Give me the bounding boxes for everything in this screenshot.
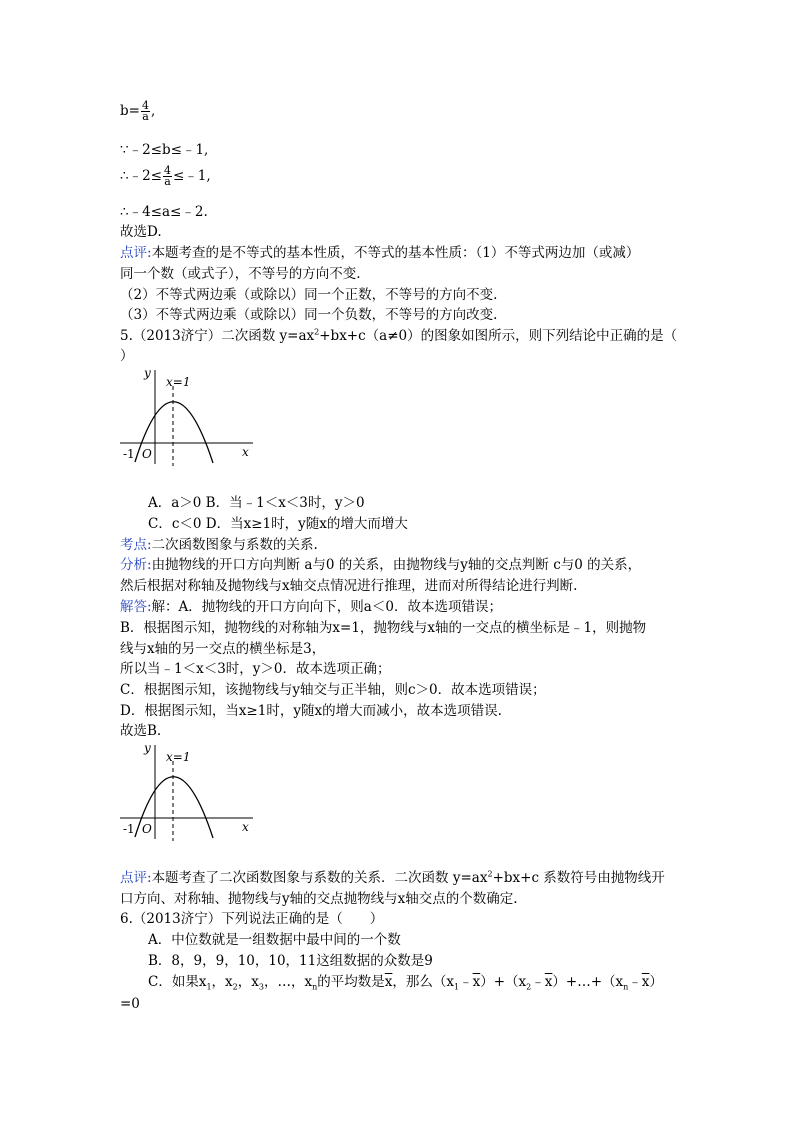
seg: 的平均数是	[317, 974, 385, 990]
therefore-line-1	[120, 166, 211, 187]
y-label: y	[144, 741, 151, 755]
q5-stem-prefix: 5.（2013济宁）二次函数 y=ax	[120, 328, 315, 344]
q6-option-a: A．中位数就是一组数据中最中间的一个数	[148, 932, 401, 948]
origin-label: O	[142, 447, 152, 461]
seg: ）+（x	[480, 974, 527, 990]
therefore1-prefix: ∴﹣2≤	[120, 168, 162, 184]
seg: ，x	[211, 974, 233, 990]
seg: ﹣	[459, 974, 473, 990]
q5-options-ab: A．a＞0 B．当﹣1＜x＜3时，y＞0	[148, 495, 365, 511]
b-eq-prefix: b=	[120, 103, 140, 119]
review1-line1	[120, 244, 639, 262]
seg: ，x	[237, 974, 259, 990]
neg-one-label: -1	[123, 822, 135, 836]
x-bar: $\overline{x}$	[641, 974, 650, 990]
seg: ，…，x	[263, 974, 313, 990]
symmetry-label: x=1	[166, 750, 191, 764]
seg: ）	[649, 974, 663, 990]
symmetry-label: x=1	[166, 375, 191, 389]
b-eq-suffix: ,	[150, 103, 156, 119]
neg-one-label: -1	[123, 447, 135, 461]
q5-options-cd: C．c＜0 D．当x≥1时，y随x的增大而增大	[148, 516, 408, 532]
q5-jieda-line1	[120, 598, 502, 616]
superscript: 2	[487, 869, 493, 879]
q6-stem: 6.（2013济宁）下列说法正确的是（ ）	[120, 911, 384, 927]
kaodian-label: 考点:	[120, 537, 152, 553]
subscript: 2	[232, 982, 238, 992]
fraction-numerator: 4	[164, 164, 171, 177]
fraction-denominator: a	[142, 110, 149, 123]
subscript: n	[623, 982, 629, 992]
q6-tail: =0	[120, 996, 140, 1012]
since-line: ∵﹣2≤b≤﹣1,	[120, 142, 209, 158]
review-text: 本题考查的是不等式的基本性质，不等式的基本性质：（1）不等式两边加（或减）	[151, 245, 640, 261]
b-equation	[120, 101, 155, 122]
review-label: 点评:	[120, 245, 152, 261]
origin-label: O	[142, 822, 152, 836]
fraction-denominator: a	[164, 175, 171, 188]
b-eq-fraction	[141, 101, 150, 122]
q5-kaodian	[120, 536, 318, 554]
q5-stem-suffix: +bx+c（a≠0）的图象如图所示，则下列结论中正确的是（	[319, 328, 678, 344]
review1-line2: 同一个数（或式子），不等号的方向不变.	[120, 266, 361, 282]
seg: ，那么（x	[392, 974, 455, 990]
review-text-suffix: +bx+c 系数符号由抛物线开	[492, 870, 665, 886]
choose-d: 故选D.	[120, 224, 162, 240]
q5-review-line2: 口方向、对称轴、抛物线与y轴的交点抛物线与x轴交点的个数确定.	[120, 891, 518, 907]
x-label: x	[242, 820, 249, 834]
superscript: 2	[314, 327, 320, 337]
q5-line-b3: 所以当﹣1＜x＜3时，y＞0．故本选项正确；	[120, 661, 391, 677]
therefore1-fraction	[163, 166, 172, 187]
q5-fenxi-line1	[120, 556, 641, 574]
review1-line4: （3）不等式两边乘（或除以）同一个负数，不等号的方向改变.	[120, 307, 498, 323]
jieda-label: 解答:	[120, 599, 152, 615]
q5-stem	[120, 327, 677, 345]
review-text-prefix: 本题考查了二次函数图象与系数的关系．二次函数 y=ax	[151, 870, 488, 886]
x-bar: $\overline{x}$	[384, 974, 393, 990]
q5-review-line1	[120, 869, 665, 887]
x-bar: $\overline{x}$	[544, 974, 553, 990]
q6-option-b: B．8，9，9，10，10，11这组数据的众数是9	[148, 953, 433, 969]
seg: C．如果x	[148, 974, 207, 990]
kaodian-text: 二次函数图象与系数的关系.	[151, 537, 318, 553]
q5-fenxi-line2: 然后根据对称轴及抛物线与x轴交点情况进行推理，进而对所得结论进行判断.	[120, 578, 578, 594]
review-label: 点评:	[120, 870, 152, 886]
q5-line-d: D．根据图示知，当x≥1时，y随x的增大而减小，故本选项错误.	[120, 703, 502, 719]
seg: ﹣	[628, 974, 642, 990]
subscript: 1	[206, 982, 212, 992]
subscript: 3	[258, 982, 264, 992]
jieda-text: 解：A．抛物线的开口方向向下，则a＜0．故本选项错误；	[151, 599, 502, 615]
subscript: 1	[454, 982, 460, 992]
fenxi-label: 分析:	[120, 557, 152, 573]
q5-stem-close: ）	[120, 348, 134, 364]
q5-choose-b: 故选B.	[120, 723, 162, 739]
y-label: y	[144, 366, 151, 380]
q6-option-c	[148, 973, 663, 991]
fenxi-text: 由抛物线的开口方向判断 a与0 的关系，由抛物线与y轴的交点判断 c与0 的关系，	[151, 557, 642, 573]
seg: ﹣	[531, 974, 545, 990]
q5-line-c: C．根据图示知，该抛物线与y轴交与正半轴，则c＞0．故本选项错误；	[120, 682, 546, 698]
q5-line-b2: 线与x轴的另一交点的横坐标是3，	[120, 641, 326, 657]
subscript: n	[312, 982, 318, 992]
parabola-graph-1	[118, 366, 258, 466]
seg: ）+…+（x	[552, 974, 624, 990]
subscript: 2	[526, 982, 532, 992]
x-bar: $\overline{x}$	[472, 974, 481, 990]
therefore1-suffix: ≤﹣1,	[173, 168, 211, 184]
parabola-graph-2	[118, 741, 258, 841]
q5-line-b1: B．根据图示知，抛物线的对称轴为x=1，抛物线与x轴的一交点的横坐标是﹣1，则抛物	[120, 620, 647, 636]
fraction-numerator: 4	[141, 99, 149, 112]
therefore-line-2: ∴﹣4≤a≤﹣2.	[120, 204, 208, 220]
review1-line3: （2）不等式两边乘（或除以）同一个正数，不等号的方向不变.	[120, 287, 498, 303]
x-label: x	[242, 445, 249, 459]
